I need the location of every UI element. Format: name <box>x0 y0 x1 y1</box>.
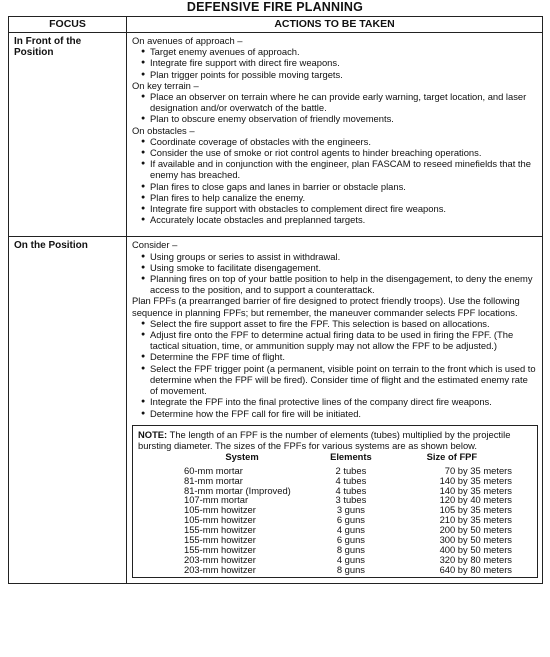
elements-column-header: Elements <box>330 450 372 462</box>
bullet-list <box>132 91 538 125</box>
system-column-header: System <box>225 450 259 462</box>
list-item: ● Integrate the FPF into the final protective lines of the company direct fire weapons. <box>141 396 538 407</box>
fpf-size-cell: 70 by 35 meters <box>444 464 512 476</box>
system-cell: 81-mm mortar <box>184 474 243 486</box>
fpf-size-cell: 140 by 35 meters <box>439 474 512 486</box>
fpf-size-cell: 300 by 50 meters <box>439 534 512 546</box>
list-item: ● Select the fire support asset to fire the FPF. This selection is based on allocations. <box>141 318 538 329</box>
fpf-size-rows <box>174 466 532 575</box>
list-item: ● Integrate fire support with direct fire weapons. <box>141 57 538 68</box>
elements-cell: 8 guns <box>336 563 365 575</box>
fpf-size-cell: 400 by 50 meters <box>439 543 512 555</box>
system-cell: 105-mm howitzer <box>184 514 256 526</box>
actions-cell <box>127 237 543 583</box>
section-heading: On avenues of approach – <box>132 35 243 46</box>
note-text-block <box>138 429 532 451</box>
list-item: ● Plan trigger points for possible moving targets. <box>141 69 538 80</box>
elements-cell: 6 guns <box>336 514 365 526</box>
list-item: ● Place an observer on terrain where he can provide early warning, target location, and laser designation and/or overwatch of the battle. <box>141 91 538 113</box>
elements-cell: 3 guns <box>336 504 365 516</box>
elements-cell: 6 guns <box>336 534 365 546</box>
list-item: ● Plan fires to help canalize the enemy. <box>141 192 538 203</box>
fpf-size-table <box>174 451 532 575</box>
list-item: ● Planning fires on top of your battle position to help in the disengagement, to deny the enemy access to the position, and to support a counterattack. <box>141 273 538 295</box>
fpf-size-cell: 210 by 35 meters <box>439 514 512 526</box>
list-item: ● Target enemy avenues of approach. <box>141 46 538 57</box>
fpf-size-cell: 200 by 50 meters <box>439 524 512 536</box>
actions-cell <box>127 33 543 237</box>
fpf-size-cell: 120 by 40 meters <box>439 494 512 506</box>
elements-cell: 4 tubes <box>335 484 367 496</box>
list-item: ● If available and in conjunction with the engineer, plan FASCAM to reseed minefields that the enemy has breached. <box>141 158 538 180</box>
fire-planning-table <box>8 16 543 584</box>
focus-cell: On the Position <box>9 237 127 583</box>
elements-cell: 4 guns <box>336 524 365 536</box>
section-heading: On obstacles – <box>132 124 195 136</box>
table-row <box>174 565 532 575</box>
page-title: DEFENSIVE FIRE PLANNING <box>186 0 364 14</box>
elements-cell: 4 guns <box>336 553 365 565</box>
bullet-list <box>132 251 538 296</box>
fpf-size-cell: 140 by 35 meters <box>439 484 512 496</box>
list-item: ● Determine how the FPF call for fire will be initiated. <box>141 408 538 419</box>
fpf-size-cell: 320 by 80 meters <box>439 553 512 565</box>
table-row <box>9 33 543 237</box>
list-item: ● Integrate fire support with obstacles to complement direct fire weapons. <box>141 203 538 214</box>
fpf-size-header-row <box>174 451 532 466</box>
section-heading: Consider – <box>132 239 178 251</box>
bullet-list <box>132 46 538 80</box>
system-cell: 107-mm mortar <box>184 494 249 506</box>
elements-cell: 8 guns <box>336 543 365 555</box>
elements-cell: 3 tubes <box>335 494 367 506</box>
list-item: ● Plan to obscure enemy observation of friendly movements. <box>141 113 538 124</box>
list-item: ● Determine the FPF time of flight. <box>141 351 538 362</box>
list-item: ● Consider the use of smoke or riot control agents to hinder breaching operations. <box>141 147 538 158</box>
section-heading: On key terrain – <box>132 79 199 91</box>
bullet-list <box>132 136 538 226</box>
focus-column-header: FOCUS <box>9 17 127 33</box>
system-cell: 60-mm mortar <box>184 464 243 476</box>
system-cell: 155-mm howitzer <box>184 534 256 546</box>
list-item: ● Adjust fire onto the FPF to determine actual firing data to be used in firing the FPF. (The tactical situation, time, or ammunition supply may not allow the FPF to be adjusted.) <box>141 329 538 351</box>
list-item: ● Coordinate coverage of obstacles with the engineers. <box>141 136 538 147</box>
list-item: ● Select the FPF trigger point (a permanent, visible point on terrain to the front which is used to determine when the FPF will be fired). Consider time of flight and the estimated enemy rate of movement. <box>141 363 538 397</box>
list-item: ● Using smoke to facilitate disengagement. <box>141 262 538 273</box>
elements-cell: 4 tubes <box>335 474 367 486</box>
note-box <box>132 425 538 578</box>
system-cell: 155-mm howitzer <box>184 543 256 555</box>
list-item: ● Accurately locate obstacles and preplanned targets. <box>141 214 538 225</box>
system-cell: 203-mm howitzer <box>184 563 256 575</box>
elements-cell: 2 tubes <box>335 464 367 476</box>
fpf-size-cell: 105 by 35 meters <box>439 504 512 516</box>
system-cell: 81-mm mortar (Improved) <box>184 484 291 496</box>
note-text: The length of an FPF is the number of elements (tubes) multiplied by the projectile bursting diameter. The sizes of the FPFs for various systems are as shown below. <box>138 428 511 451</box>
system-cell: 105-mm howitzer <box>184 504 256 516</box>
system-cell: 203-mm howitzer <box>184 553 256 565</box>
table-row <box>9 237 543 583</box>
note-label: NOTE: <box>138 428 168 440</box>
system-cell: 155-mm howitzer <box>184 524 256 536</box>
focus-cell: In Front of the Position <box>9 33 127 237</box>
fpf-size-cell: 640 by 80 meters <box>439 563 512 575</box>
list-item: ● Using groups or series to assist in withdrawal. <box>141 251 538 262</box>
actions-column-header: ACTIONS TO BE TAKEN <box>127 17 543 33</box>
fpf-paragraph: Plan FPFs (a prearranged barrier of fire designed to protect friendly troops). Use the following sequence in planning FPFs; but remember, the maneuver commander selects FPF locations. <box>132 295 520 318</box>
size-column-header: Size of FPF <box>426 450 478 462</box>
bullet-list <box>132 318 538 419</box>
list-item: ● Plan fires to close gaps and lanes in barrier or obstacle plans. <box>141 181 538 192</box>
table-header-row <box>9 17 543 33</box>
